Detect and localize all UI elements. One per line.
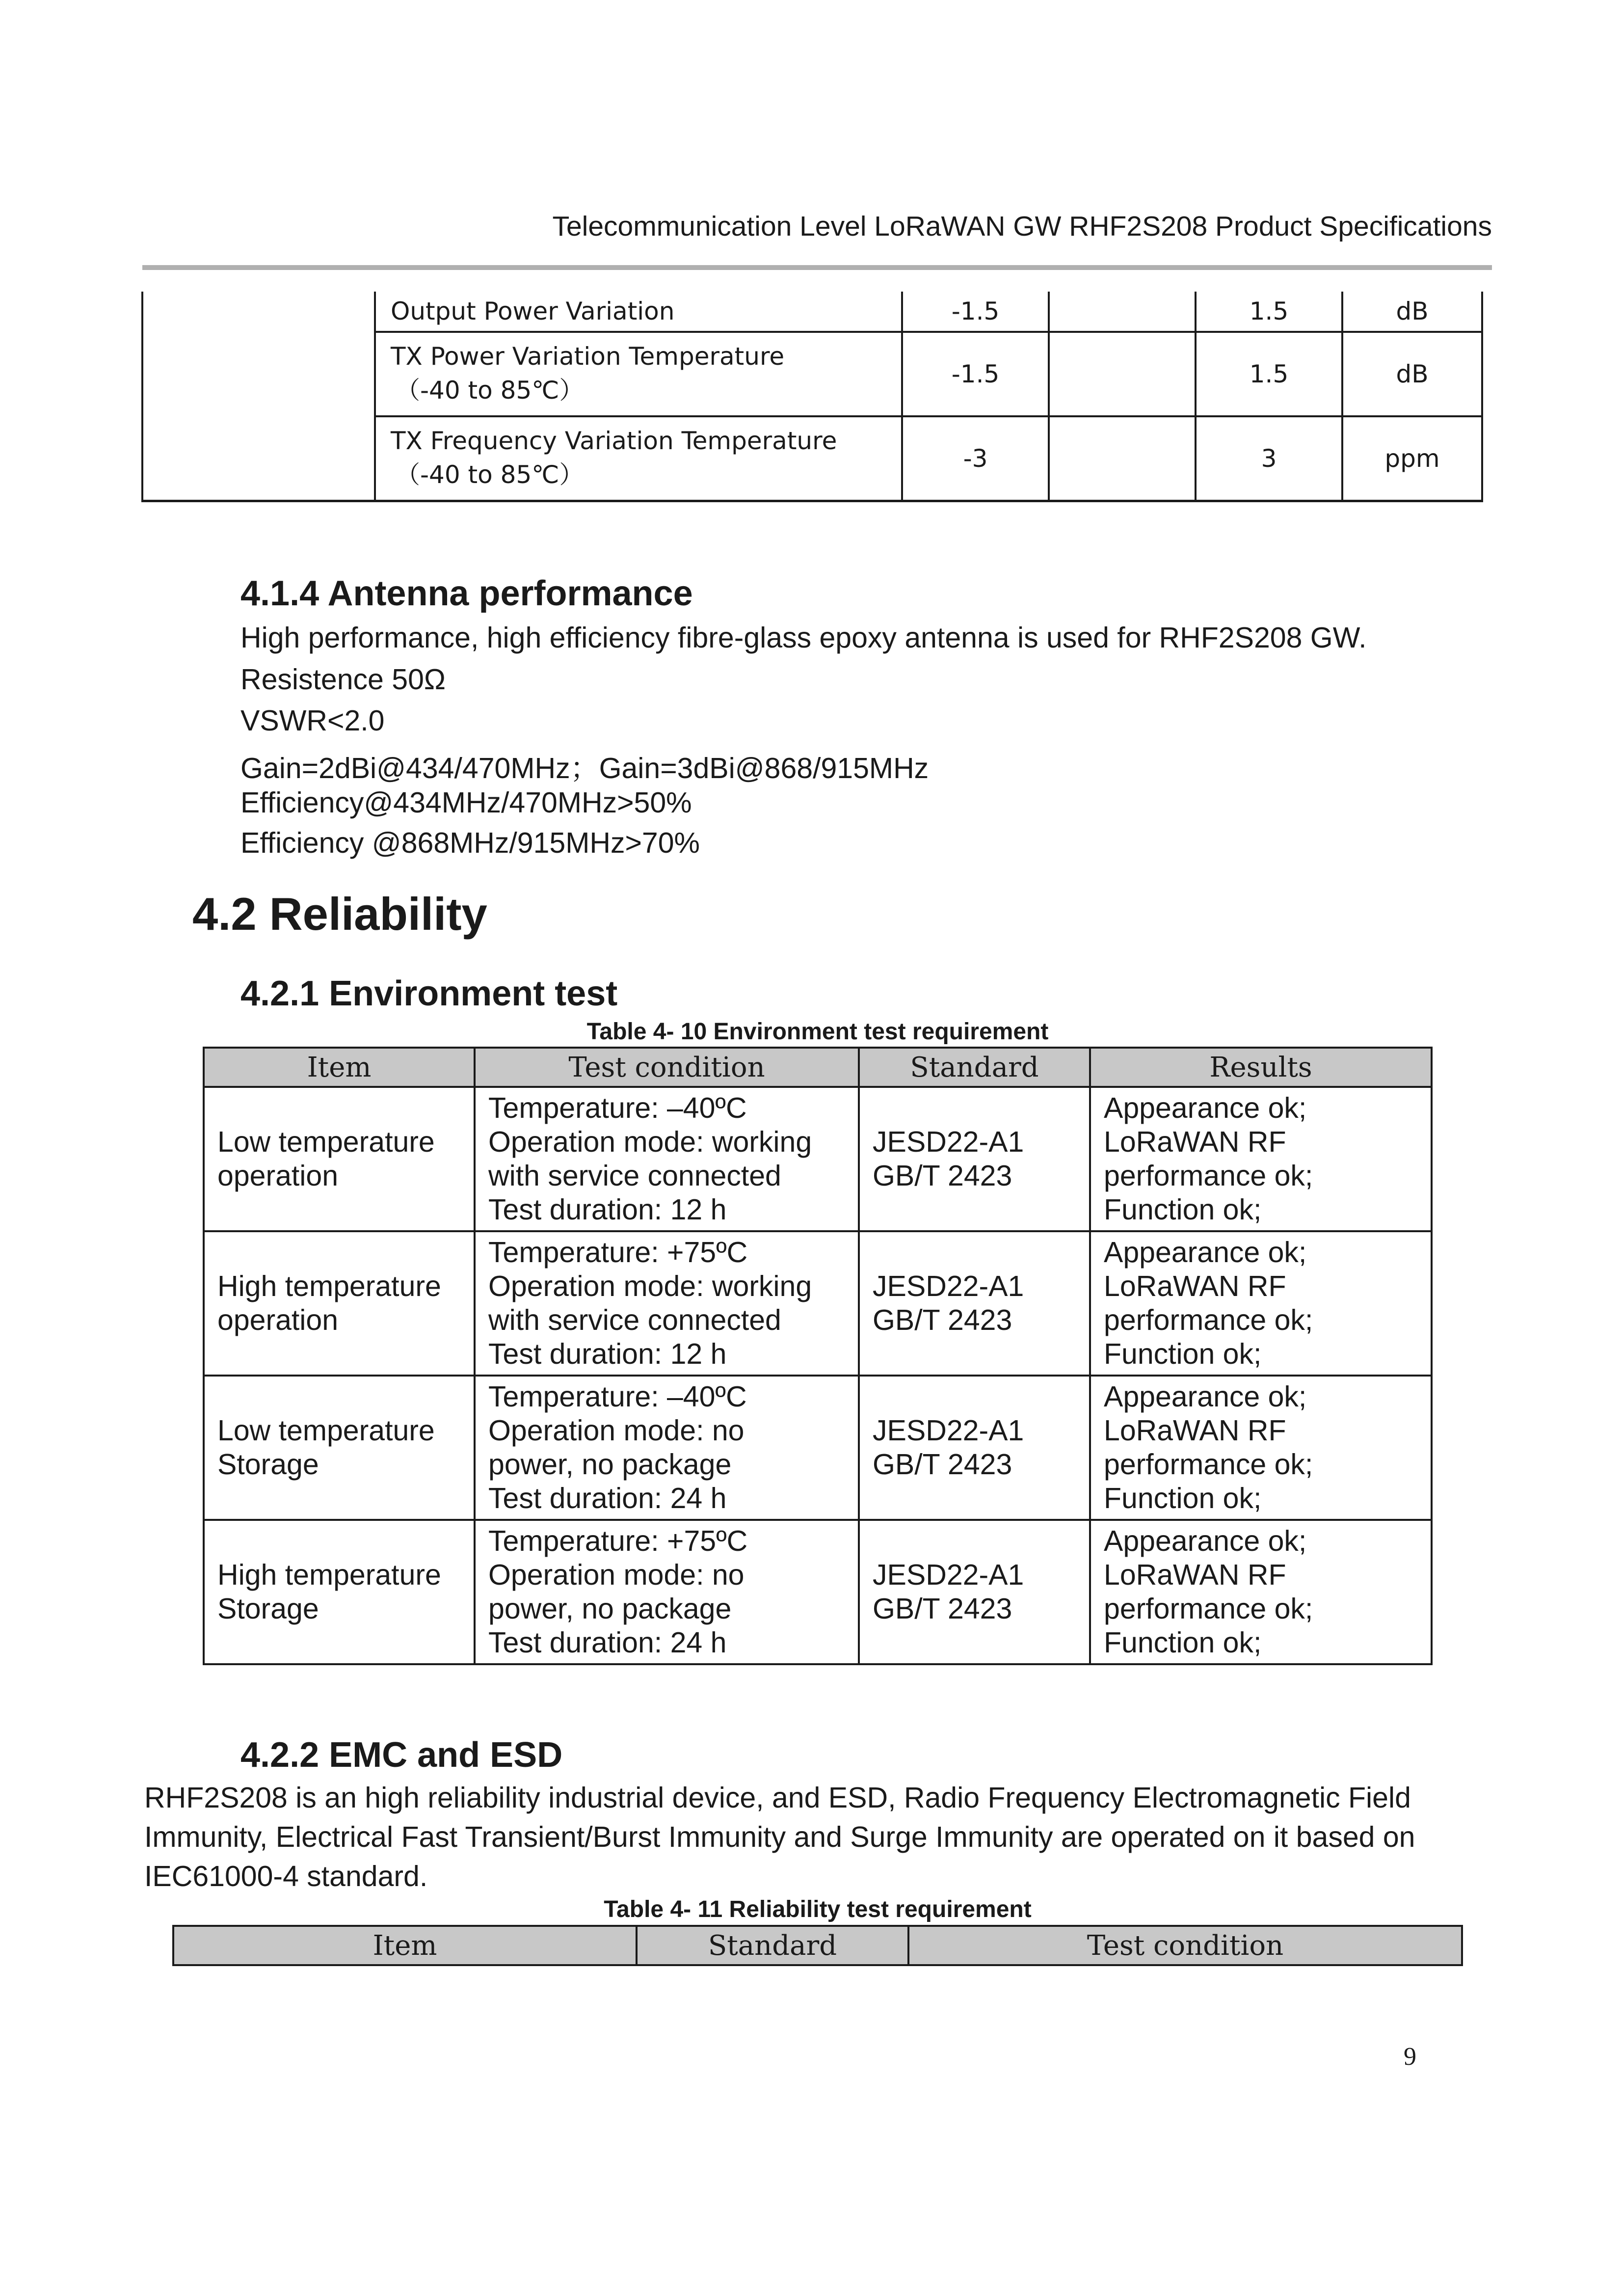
standard-cell: JESD22-A1 GB/T 2423: [859, 1520, 1090, 1664]
param-cell: TX Power Variation Temperature （-40 to 85℃）: [375, 332, 902, 416]
page-number: 9: [1404, 2043, 1416, 2071]
running-header: Telecommunication Level LoRaWAN GW RHF2S208 Product Specifications: [552, 211, 1492, 242]
header-rule: [142, 265, 1492, 270]
empty-category-cell: [142, 292, 375, 501]
antenna-line: Resistence 50Ω: [240, 663, 446, 696]
min-cell: -1.5: [902, 332, 1049, 416]
antenna-line: Efficiency@434MHz/470MHz>50%: [240, 786, 692, 819]
table-row: [204, 1087, 1432, 1231]
antenna-line: High performance, high efficiency fibre-glass epoxy antenna is used for RHF2S208 GW.: [240, 621, 1367, 654]
table-row: [204, 1376, 1432, 1520]
typ-cell: [1049, 332, 1196, 416]
column-header: Results: [1090, 1048, 1432, 1087]
item-cell: Low temperature Storage: [204, 1376, 475, 1520]
environment-table: [203, 1047, 1433, 1665]
antenna-line: Gain=2dBi@434/470MHz；Gain=3dBi@868/915MHz: [240, 752, 929, 784]
condition-cell: Temperature: +75ºC Operation mode: no power, no package Test duration: 24 h: [475, 1520, 859, 1664]
unit-cell: dB: [1342, 332, 1482, 416]
param-cell: Output Power Variation: [375, 292, 902, 332]
spec-table: [141, 292, 1483, 502]
antenna-line: VSWR<2.0: [240, 704, 385, 737]
standard-cell: JESD22-A1 GB/T 2423: [859, 1376, 1090, 1520]
standard-cell: JESD22-A1 GB/T 2423: [859, 1087, 1090, 1231]
antenna-heading: 4.1.4 Antenna performance: [240, 574, 693, 613]
table-header-row: [204, 1048, 1432, 1087]
environment-heading: 4.2.1 Environment test: [240, 974, 618, 1013]
column-header: Test condition: [475, 1048, 859, 1087]
column-header: Standard: [859, 1048, 1090, 1087]
column-header: Standard: [637, 1926, 908, 1965]
max-cell: 1.5: [1196, 292, 1342, 332]
standard-cell: JESD22-A1 GB/T 2423: [859, 1231, 1090, 1376]
table-row: [142, 292, 1482, 332]
item-cell: Low temperature operation: [204, 1087, 475, 1231]
reliability-heading: 4.2 Reliability: [192, 888, 487, 940]
column-header: Item: [204, 1048, 475, 1087]
results-cell: Appearance ok; LoRaWAN RF performance ok; Function ok;: [1090, 1520, 1432, 1664]
typ-cell: [1049, 292, 1196, 332]
table-row: [204, 1231, 1432, 1376]
max-cell: 3: [1196, 416, 1342, 501]
emc-line: RHF2S208 is an high reliability industrial device, and ESD, Radio Frequency Electromagnetic Field: [144, 1782, 1411, 1814]
results-cell: Appearance ok; LoRaWAN RF performance ok; Function ok;: [1090, 1087, 1432, 1231]
table-row: [204, 1520, 1432, 1664]
condition-cell: Temperature: –40ºC Operation mode: working with service connected Test duration: 12 h: [475, 1087, 859, 1231]
max-cell: 1.5: [1196, 332, 1342, 416]
table-caption: Table 4- 10 Environment test requirement: [586, 1019, 1049, 1045]
antenna-line: Efficiency @868MHz/915MHz>70%: [240, 827, 700, 859]
results-cell: Appearance ok; LoRaWAN RF performance ok; Function ok;: [1090, 1376, 1432, 1520]
unit-cell: ppm: [1342, 416, 1482, 501]
typ-cell: [1049, 416, 1196, 501]
item-cell: High temperature operation: [204, 1231, 475, 1376]
table-header-row: [173, 1926, 1462, 1965]
emc-line: IEC61000-4 standard.: [144, 1860, 428, 1892]
min-cell: -3: [902, 416, 1049, 501]
emc-heading: 4.2.2 EMC and ESD: [240, 1735, 563, 1775]
table-caption: Table 4- 11 Reliability test requirement: [604, 1896, 1032, 1922]
condition-cell: Temperature: –40ºC Operation mode: no power, no package Test duration: 24 h: [475, 1376, 859, 1520]
column-header: Item: [173, 1926, 637, 1965]
unit-cell: dB: [1342, 292, 1482, 332]
min-cell: -1.5: [902, 292, 1049, 332]
param-cell: TX Frequency Variation Temperature （-40 to 85℃）: [375, 416, 902, 501]
condition-cell: Temperature: +75ºC Operation mode: working with service connected Test duration: 12 h: [475, 1231, 859, 1376]
results-cell: Appearance ok; LoRaWAN RF performance ok; Function ok;: [1090, 1231, 1432, 1376]
item-cell: High temperature Storage: [204, 1520, 475, 1664]
column-header: Test condition: [908, 1926, 1462, 1965]
reliability-table: [172, 1925, 1463, 1966]
emc-line: Immunity, Electrical Fast Transient/Burst Immunity and Surge Immunity are operated on it based on: [144, 1821, 1415, 1853]
